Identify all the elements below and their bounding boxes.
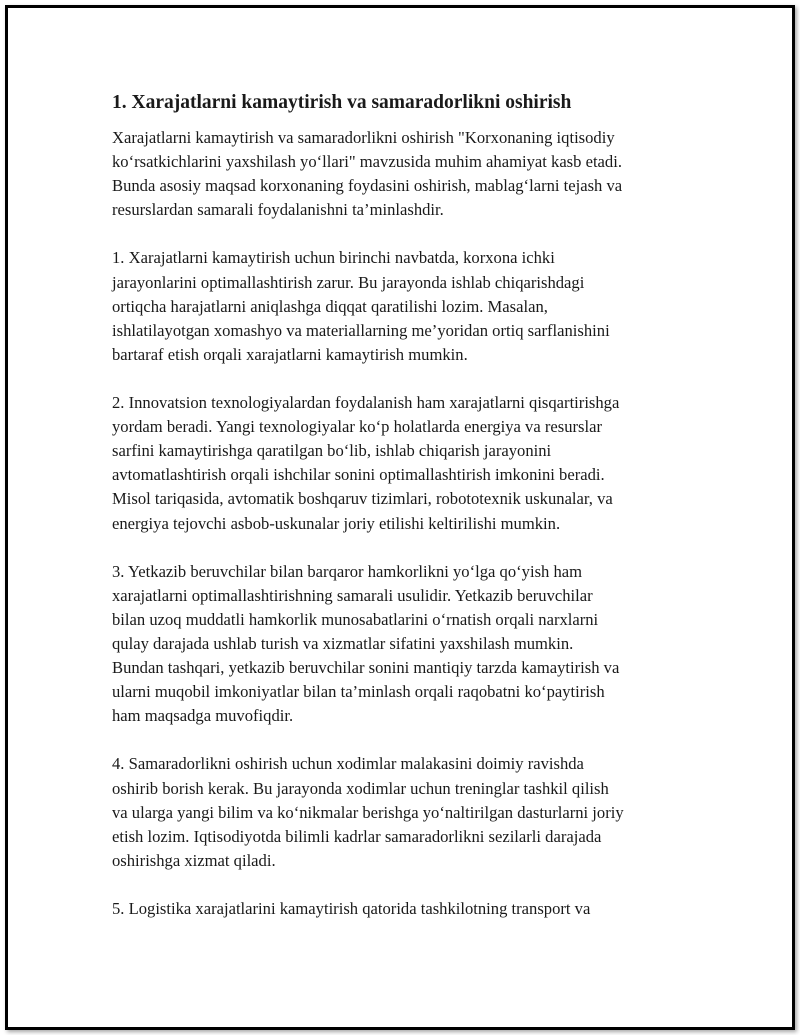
text-line: oshirishga xizmat qiladi.	[112, 850, 276, 870]
text-line: jarayonlarini optimallashtirish zarur. Bu jarayonda ishlab chiqarishdagi	[112, 272, 585, 292]
text-line: energiya tejovchi asbob-uskunalar joriy etilishi keltirilishi mumkin.	[112, 513, 561, 533]
text-line: ham maqsadga muvofiqdir.	[112, 706, 294, 726]
document-body	[112, 90, 712, 945]
text-line: yordam beradi. Yangi texnologiyalar ko‘p holatlarda energiya va resurslar	[112, 417, 602, 437]
paragraph-point-2	[112, 391, 712, 536]
section-heading: 1. Xarajatlarni kamaytirish va samaradorlikni oshirish	[112, 92, 572, 113]
text-line: 5. Logistika xarajatlarini kamaytirish qatorida tashkilotning transport va	[112, 899, 591, 918]
text-line: 2. Innovatsion texnologiyalardan foydalanish ham xarajatlarni qisqartirishga	[112, 393, 620, 413]
text-line: Bunda asosiy maqsad korxonaning foydasini oshirish, mablag‘larni tejash va	[112, 176, 623, 196]
text-line: 3. Yetkazib beruvchilar bilan barqaror hamkorlikni yo‘lga qo‘yish ham	[112, 561, 583, 581]
text-line: xarajatlarni optimallashtirishning samarali usulidir. Yetkazib beruvchilar	[112, 585, 593, 605]
text-line: 4. Samaradorlikni oshirish uchun xodimlar malakasini doimiy ravishda	[112, 754, 584, 774]
text-line: resurslardan samarali foydalanishni ta’minlashdir.	[112, 200, 444, 220]
text-line: avtomatlashtirish orqali ishchilar sonini optimallashtirish imkonini beradi.	[112, 465, 605, 485]
paragraph-point-4	[112, 752, 712, 872]
text-line: bartaraf etish orqali xarajatlarni kamaytirish mumkin.	[112, 344, 468, 364]
text-line: Misol tariqasida, avtomatik boshqaruv tizimlari, robototexnik uskunalar, va	[112, 489, 613, 509]
text-line: qulay darajada ushlab turish va xizmatlar sifatini yaxshilash mumkin.	[112, 633, 574, 653]
paragraph-point-3	[112, 560, 712, 729]
text-line: bilan uzoq muddatli hamkorlik munosabatlarini o‘rnatish orqali narxlarni	[112, 609, 599, 629]
text-line: ortiqcha harajatlarni aniqlashga diqqat qaratilishi lozim. Masalan,	[112, 296, 548, 316]
text-line: sarfini kamaytirishga qaratilgan bo‘lib, ishlab chiqarish jarayonini	[112, 441, 552, 461]
paragraph-point-1	[112, 246, 712, 366]
text-line: Xarajatlarni kamaytirish va samaradorlikni oshirish "Korxonaning iqtisodiy	[112, 128, 615, 147]
text-line: Bundan tashqari, yetkazib beruvchilar sonini mantiqiy tarzda kamaytirish va	[112, 658, 620, 678]
paragraph-point-5	[112, 897, 712, 921]
text-line: 1. Xarajatlarni kamaytirish uchun birinchi navbatda, korxona ichki	[112, 248, 555, 268]
text-line: ularni muqobil imkoniyatlar bilan ta’minlash orqali raqobatni ko‘paytirish	[112, 682, 605, 702]
text-line: ko‘rsatkichlarini yaxshilash yo‘llari" mavzusida muhim ahamiyat kasb etadi.	[112, 152, 622, 172]
text-line: va ularga yangi bilim va ko‘nikmalar berishga yo‘naltirilgan dasturlarni joriy	[112, 802, 624, 822]
text-line: ishlatilayotgan xomashyo va materiallarning me’yoridan ortiq sarflanishini	[112, 320, 610, 340]
text-line: oshirib borish kerak. Bu jarayonda xodimlar uchun treninglar tashkil qilish	[112, 778, 609, 798]
text-line: etish lozim. Iqtisodiyotda bilimli kadrlar samaradorlikni sezilarli darajada	[112, 826, 602, 846]
intro-paragraph	[112, 126, 712, 222]
